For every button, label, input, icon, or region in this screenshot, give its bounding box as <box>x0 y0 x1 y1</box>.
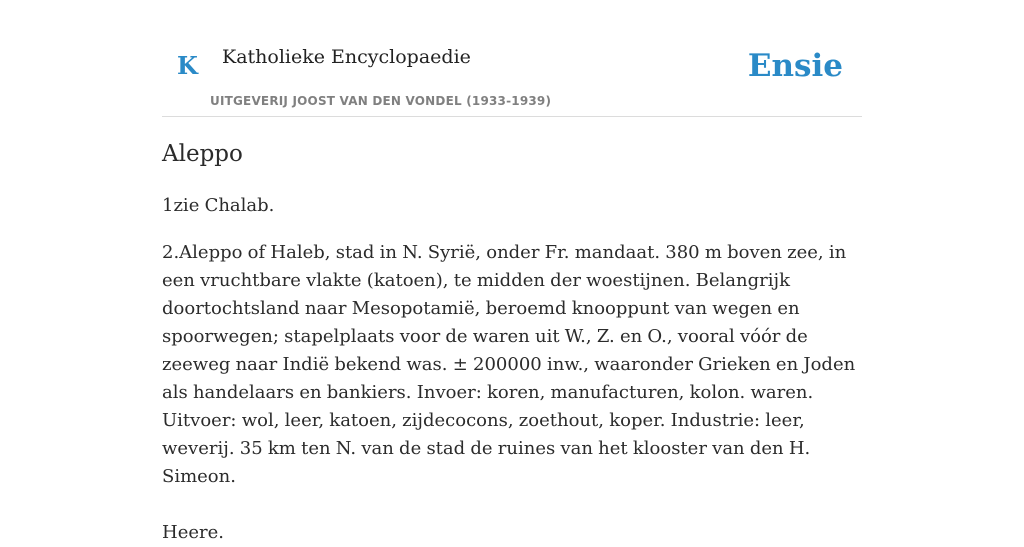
ensie-logo[interactable]: Ensie <box>747 48 843 84</box>
publisher-label: UITGEVERIJ JOOST VAN DEN VONDEL (1933-1939) <box>210 94 552 108</box>
publication-title[interactable]: Katholieke Encyclopaedie <box>222 46 471 68</box>
article-paragraph: 2.Aleppo of Haleb, stad in N. Syrië, onder Fr. mandaat. 380 m boven zee, in een vruchtbare vlakte (katoen), te midden der woestijnen. Belangrijk doortochtsland naar Mesopotamië, beroemd knooppunt van wegen en spoorwegen; stapelplaats voor de waren uit W., Z. en O., vooral vóór de zeeweg naar Indië bekend was. ± 200000 inw., waaronder Grieken en Joden als handelaars en bankiers. Invoer: koren, manufacturen, kolon. waren. Uitvoer: wol, leer, katoen, zijdecocons, zoethout, koper. Industrie: leer, weverij. 35 km ten N. van de stad de ruines van het klooster van den H. Simeon. <box>162 242 856 487</box>
publication-logo[interactable]: K <box>177 51 198 80</box>
article-author: Heere. <box>162 522 224 543</box>
article-paragraph: 1zie Chalab. <box>162 195 275 216</box>
article-title: Aleppo <box>162 141 243 167</box>
article <box>162 136 862 547</box>
site-header <box>162 30 862 117</box>
